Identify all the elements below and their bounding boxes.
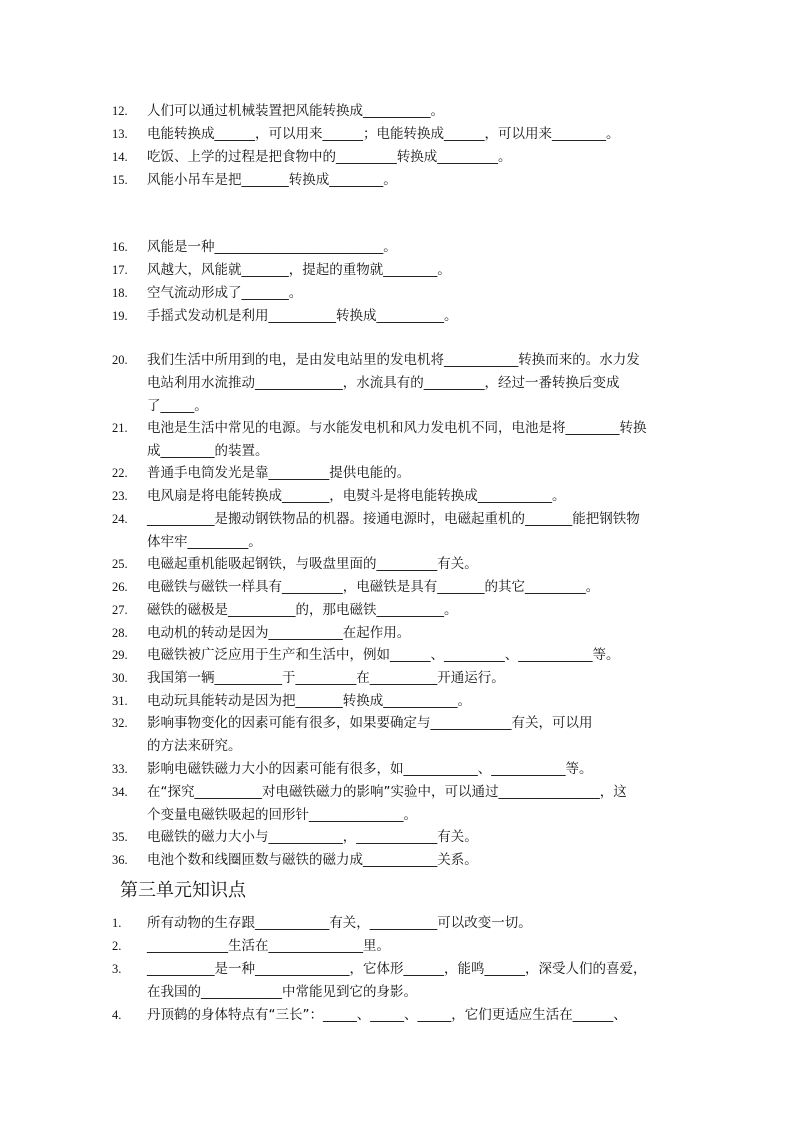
item-number: 2. (112, 939, 122, 953)
item-text: 电磁铁的磁力大小与___________，____________有关。 (147, 829, 478, 845)
item-number: 23. (112, 489, 128, 503)
item-text-continued: 了_____。 (147, 398, 208, 414)
item-number: 31. (112, 694, 128, 708)
item-text: 电风扇是将电能转换成_______，电熨斗是将电能转换成___________。 (147, 488, 566, 504)
item-text-continued: 个变量电磁铁吸起的回形针______________。 (147, 807, 417, 823)
item-number: 35. (112, 830, 128, 844)
item-number: 27. (112, 603, 128, 617)
item-text: 电池个数和线圈匝数与磁铁的磁力成___________关系。 (147, 852, 478, 868)
item-text: 所有动物的生存跟___________有关，__________可以改变一切。 (147, 915, 532, 931)
item-text: 电动玩具能转动是因为把_______转换成___________。 (147, 693, 471, 709)
item-text: ____________生活在______________里。 (147, 938, 390, 954)
item-number: 36. (112, 853, 128, 867)
item-number: 25. (112, 557, 128, 571)
item-number: 17. (112, 263, 128, 277)
item-number: 32. (112, 716, 128, 730)
item-text: 电能转换成______，可以用来______；电能转换成______，可以用来________。 (147, 126, 620, 142)
item-number: 30. (112, 671, 128, 685)
item-number: 33. (112, 762, 128, 776)
item-number: 12. (112, 104, 128, 118)
item-text: 我国第一辆__________于_________在__________开通运行。 (147, 670, 505, 686)
item-text-continued: 的方法来研究。 (147, 738, 242, 754)
item-text: 影响电磁铁磁力大小的因素可能有很多，如___________、___________等。 (147, 761, 593, 777)
item-text-continued: 在我国的____________中常能见到它的身影。 (147, 984, 417, 1000)
item-number: 1. (112, 916, 122, 930)
item-text: 电池是生活中常见的电源。与水能发电机和风力发电机不同，电池是将________转换 (147, 420, 647, 436)
item-text: 空气流动形成了_______。 (147, 285, 303, 301)
item-text: 丹顶鹤的身体特点有“三长”：_____、_____、_____，它们更适应生活在______、 (147, 1007, 627, 1023)
item-text: 我们生活中所用到的电，是由发电站里的发电机将___________转换而来的。水力发 (147, 352, 640, 368)
item-number: 14. (112, 150, 128, 164)
item-number: 20. (112, 353, 128, 367)
item-number: 15. (112, 173, 128, 187)
item-number: 4. (112, 1008, 122, 1022)
item-text-continued: 体牢牢_________。 (147, 534, 262, 550)
item-text: 电磁铁被广泛应用于生产和生活中，例如______、_________、___________等。 (147, 647, 620, 663)
item-number: 28. (112, 626, 128, 640)
item-text: __________是一种______________，它体形______，能鸣______，深受人们的喜爱， (147, 961, 647, 977)
item-text: 影响事物变化的因素可能有很多，如果要确定与____________有关，可以用 (147, 715, 593, 731)
item-number: 3. (112, 962, 122, 976)
item-text: 风能是一种_________________________。 (147, 239, 397, 255)
item-text-continued: 电站利用水流推动_____________，水流具有的_________，经过一番转换后变成 (147, 375, 620, 391)
item-text: 手摇式发动机是利用__________转换成__________。 (147, 308, 458, 324)
item-text: 电磁起重机能吸起钢铁，与吸盘里面的_________有关。 (147, 556, 478, 572)
item-text: 风能小吊车是把_______转换成________。 (147, 172, 397, 188)
item-text: __________是搬动钢铁物品的机器。接通电源时，电磁起重机的_______能把钢铁物 (147, 511, 640, 527)
item-text: 普通手电筒发光是靠_________提供电能的。 (147, 465, 411, 481)
item-number: 26. (112, 580, 128, 594)
item-number: 29. (112, 648, 128, 662)
item-number: 19. (112, 309, 128, 323)
item-number: 18. (112, 286, 128, 300)
item-text-continued: 成________的装置。 (147, 443, 269, 459)
item-text: 电磁铁与磁铁一样具有_________，电磁铁是具有_______的其它_________。 (147, 579, 600, 595)
section-title: 第三单元知识点 (120, 880, 246, 901)
item-text: 电动机的转动是因为___________在起作用。 (147, 625, 411, 641)
item-number: 24. (112, 512, 128, 526)
item-text: 磁铁的磁极是__________的，那电磁铁__________。 (147, 602, 458, 618)
item-number: 16. (112, 240, 128, 254)
item-number: 22. (112, 466, 128, 480)
item-text: 人们可以通过机械装置把风能转换成__________。 (147, 103, 444, 119)
item-text: 吃饭、上学的过程是把食物中的_________转换成_________。 (147, 149, 512, 165)
item-number: 21. (112, 421, 128, 435)
item-number: 34. (112, 785, 128, 799)
item-text: 风越大，风能就_______，提起的重物就________。 (147, 262, 451, 278)
item-number: 13. (112, 127, 128, 141)
item-text: 在“探究__________对电磁铁磁力的影响”实验中，可以通过_______________，这 (147, 784, 627, 800)
